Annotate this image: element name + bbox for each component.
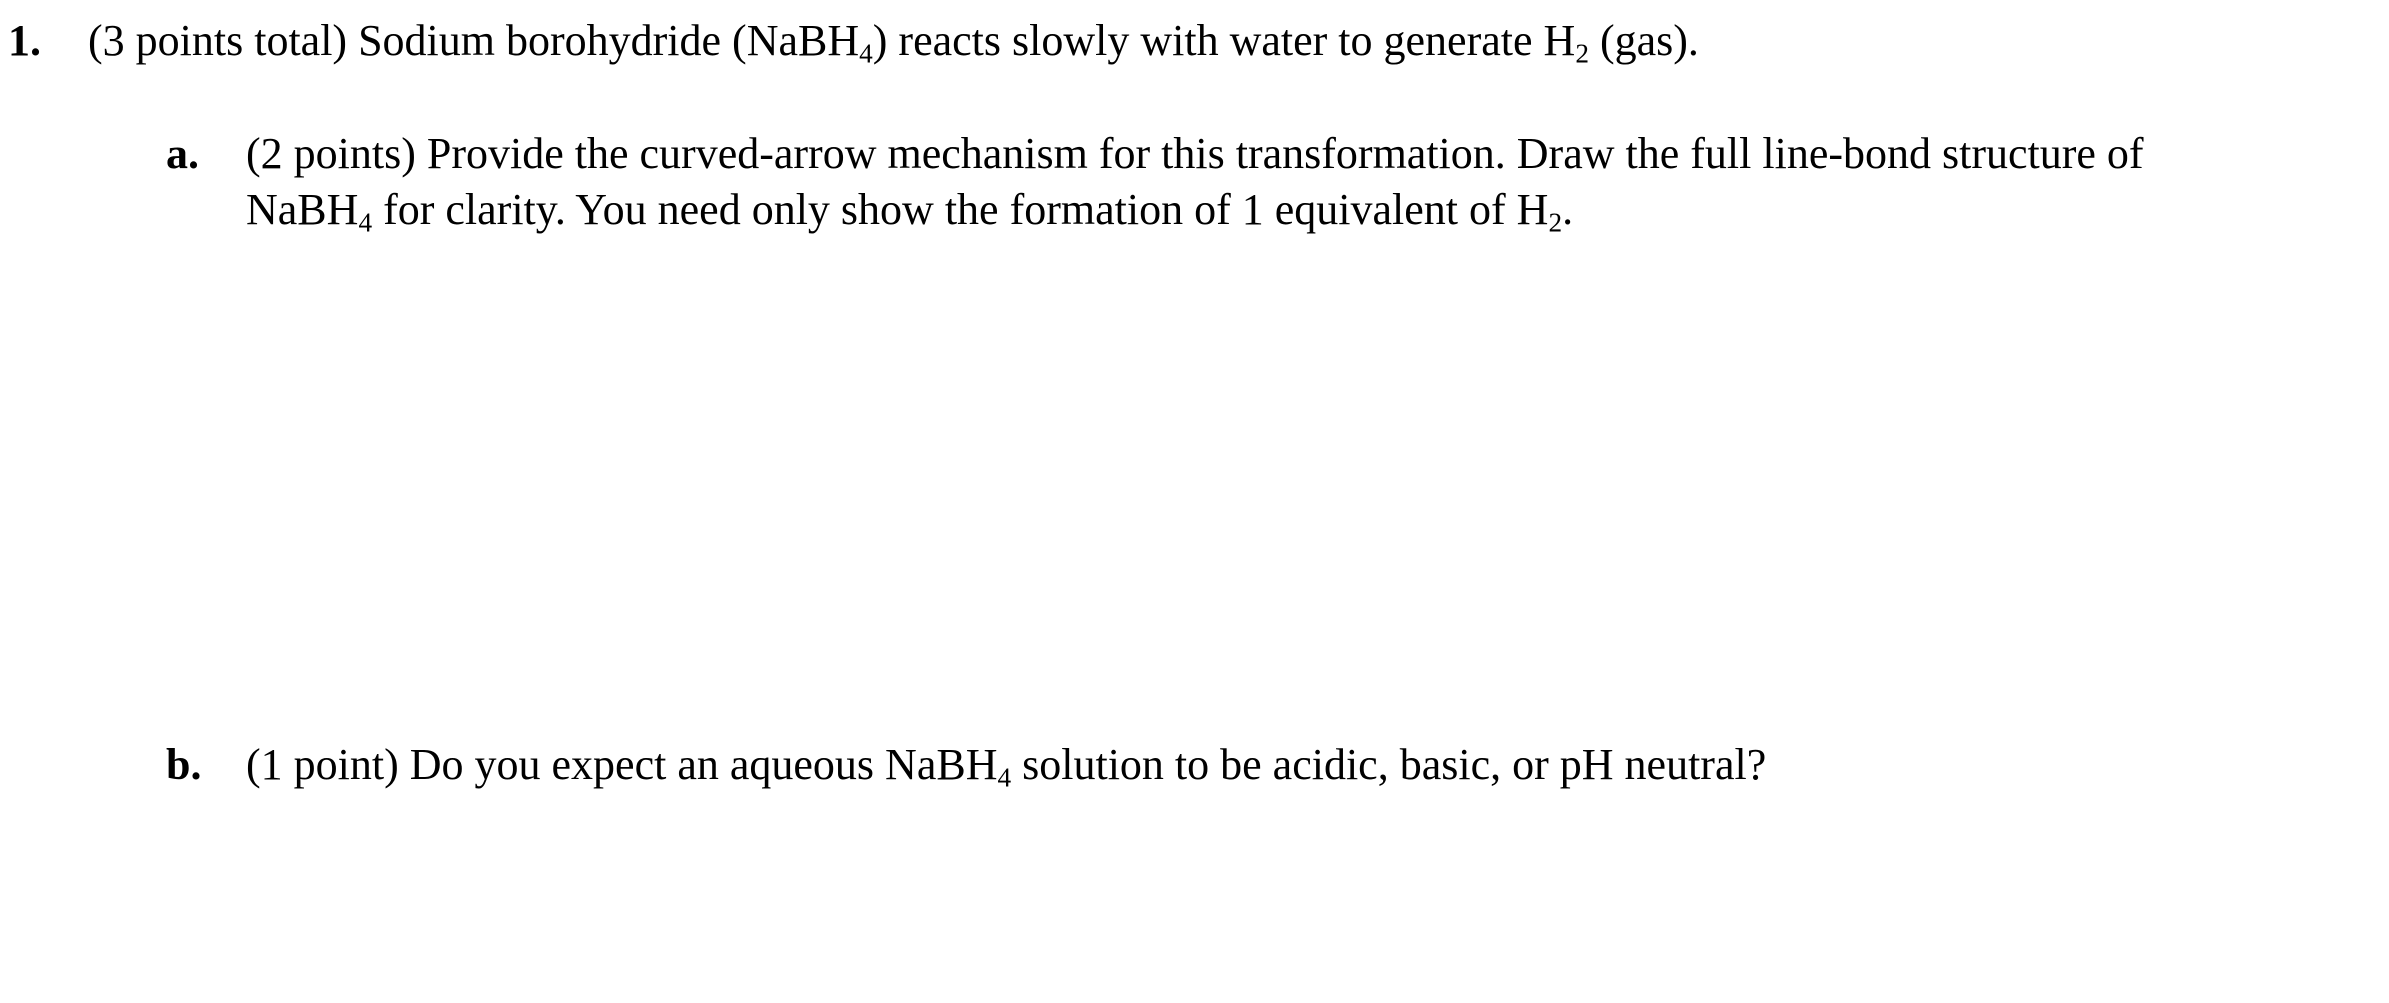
part-a-label: a. xyxy=(166,129,199,178)
part-b-text-2: solution to be acidic, basic, or pH neutral? xyxy=(1011,740,1767,789)
part-a-text-1: NaBH xyxy=(246,185,359,234)
part-a-line-2 xyxy=(246,182,1573,238)
question-number: 1. xyxy=(8,16,41,65)
prompt-text-1: (3 points total) Sodium borohydride (NaBH xyxy=(88,16,860,65)
part-a-subscript-1: 4 xyxy=(358,207,373,238)
part-a-text-2: for clarity. You need only show the formation of 1 equivalent of H xyxy=(372,185,1549,234)
prompt-subscript-2: 2 xyxy=(1575,38,1589,69)
prompt-text-3: (gas). xyxy=(1588,16,1699,65)
part-b-text-1: (1 point) Do you expect an aqueous NaBH xyxy=(246,740,998,789)
part-a-line-1: (2 points) Provide the curved-arrow mechanism for this transformation. Draw the full line-bond structure of xyxy=(246,129,2144,178)
part-b-line-1 xyxy=(246,737,1766,793)
part-a-text-3: . xyxy=(1562,185,1574,234)
part-b-label: b. xyxy=(166,740,202,789)
prompt-text-2: ) reacts slowly with water to generate H xyxy=(872,16,1576,65)
prompt-subscript-1: 4 xyxy=(859,38,873,69)
part-a-subscript-2: 2 xyxy=(1548,207,1563,238)
part-b-subscript-1: 4 xyxy=(997,762,1012,793)
question-prompt xyxy=(88,13,1699,69)
